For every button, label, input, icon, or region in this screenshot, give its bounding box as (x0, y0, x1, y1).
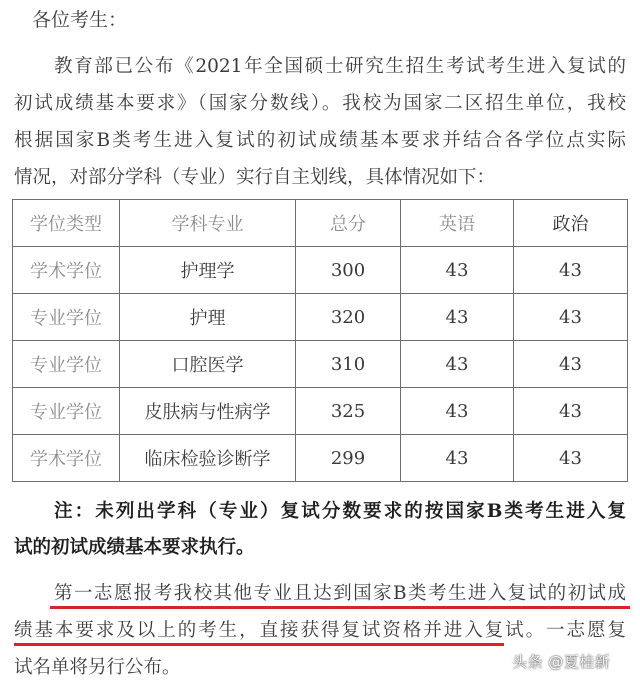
cell-discipline: 临床检验诊断学 (120, 435, 296, 482)
cell-english: 43 (401, 247, 514, 294)
cell-discipline: 皮肤病与性病学 (120, 388, 296, 435)
note-paragraph (14, 494, 626, 566)
closing-line: 试名单将另行公布。 (14, 657, 181, 678)
intro-paragraph (14, 48, 626, 196)
cell-discipline: 护理 (120, 294, 296, 341)
cell-total-score: 320 (296, 294, 401, 341)
cell-total-score: 300 (296, 247, 401, 294)
red-underline (14, 643, 504, 646)
cell-degree-type: 专业学位 (13, 341, 120, 388)
score-table (12, 199, 628, 482)
closing-line: 绩基本要求及以上的考生，直接获得复试资格并进入复试。一志愿复 (14, 620, 626, 641)
cell-politics: 43 (514, 435, 628, 482)
cell-english: 43 (401, 388, 514, 435)
table-header-row (13, 200, 628, 247)
cell-politics: 43 (514, 341, 628, 388)
table-row (13, 388, 628, 435)
header-discipline: 学科专业 (120, 200, 296, 247)
cell-discipline: 口腔医学 (120, 341, 296, 388)
cell-total-score: 325 (296, 388, 401, 435)
red-underline (50, 606, 630, 609)
cell-english: 43 (401, 294, 514, 341)
cell-degree-type: 专业学位 (13, 388, 120, 435)
cell-politics: 43 (514, 388, 628, 435)
table-row (13, 341, 628, 388)
header-politics: 政治 (514, 200, 628, 247)
cell-discipline: 护理学 (120, 247, 296, 294)
intro-line: 根据国家B类考生进入复试的初试成绩基本要求并结合各学位点实际 (14, 130, 626, 151)
cell-total-score: 310 (296, 341, 401, 388)
note-line: 注：未列出学科（专业）复试分数要求的按国家B类考生进入复 (54, 501, 626, 522)
cell-politics: 43 (514, 294, 628, 341)
cell-degree-type: 学术学位 (13, 247, 120, 294)
cell-english: 43 (401, 341, 514, 388)
cell-english: 43 (401, 435, 514, 482)
greeting: 各位考生： (32, 9, 128, 31)
cell-degree-type: 专业学位 (13, 294, 120, 341)
cell-politics: 43 (514, 247, 628, 294)
closing-line: 第一志愿报考我校其他专业且达到国家B类考生进入复试的初试成 (54, 583, 626, 604)
cell-degree-type: 学术学位 (13, 435, 120, 482)
cell-total-score: 299 (296, 435, 401, 482)
header-english: 英语 (401, 200, 514, 247)
note-line: 试的初试成绩基本要求执行。 (14, 537, 255, 558)
table-row (13, 435, 628, 482)
watermark: 头条 @夏桂新 (512, 653, 611, 671)
intro-line: 教育部已公布《2021年全国硕士研究生招生考试考生进入复试的 (54, 56, 626, 77)
intro-line: 初试成绩基本要求》（国家分数线）。我校为国家二区招生单位，我校 (14, 93, 626, 114)
table-row (13, 247, 628, 294)
header-degree-type: 学位类型 (13, 200, 120, 247)
table-row (13, 294, 628, 341)
header-total-score: 总分 (296, 200, 401, 247)
intro-line: 情况，对部分学科（专业）实行自主划线，具体情况如下： (14, 167, 496, 188)
